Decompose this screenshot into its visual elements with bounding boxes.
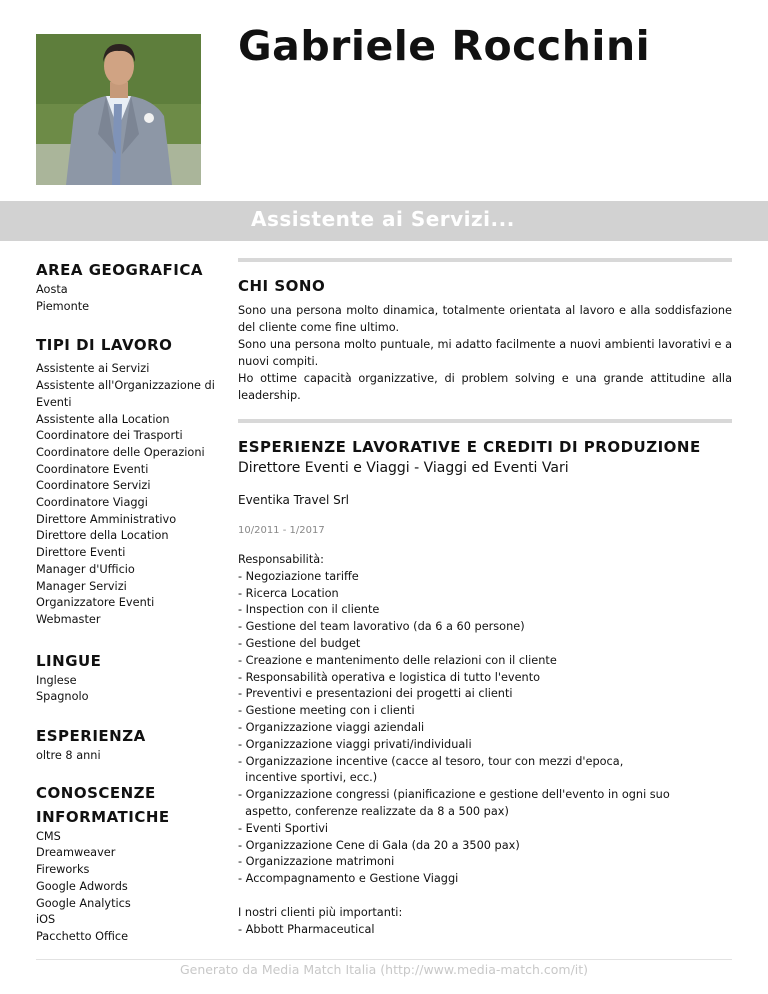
- job-description: [238, 552, 732, 938]
- description-line: Responsabilità:: [238, 553, 324, 566]
- headline-banner: [0, 201, 768, 241]
- it-skills-title-line2: INFORMATICHE: [36, 807, 170, 826]
- it-skills-list: [36, 829, 226, 946]
- description-line: - Organizzazione Cene di Gala (da 20 a 3500 pax): [238, 838, 520, 852]
- experience-years-section: [36, 724, 226, 765]
- experience-years-list: [36, 748, 226, 765]
- list-item: Coordinatore Viaggi: [36, 496, 148, 510]
- experience-years-title: ESPERIENZA: [36, 727, 146, 746]
- description-line: I nostri clienti più importanti:: [238, 905, 403, 919]
- list-item: Inglese: [36, 673, 77, 687]
- work-types-section: [36, 333, 226, 628]
- it-skills-title: [36, 781, 226, 829]
- description-line: [238, 888, 732, 905]
- list-item: Eventi: [36, 395, 72, 409]
- list-item: Assistente ai Servizi: [36, 362, 150, 376]
- description-line: - Gestione del budget: [238, 636, 361, 650]
- description-line: - Organizzazione viaggi privati/individuali: [238, 737, 472, 751]
- list-item: Direttore Amministrativo: [36, 512, 177, 526]
- list-item: Coordinatore delle Operazioni: [36, 445, 205, 459]
- description-line: - Organizzazione incentive (cacce al tesoro, tour con mezzi d'epoca,: [238, 754, 624, 768]
- about-paragraph: Ho ottime capacità organizzative, di problem solving e una grande attitudine alla leadership.: [238, 372, 732, 402]
- about-title: CHI SONO: [238, 277, 326, 295]
- list-item: iOS: [36, 913, 56, 927]
- candidate-name: Gabriele Rocchini: [238, 22, 651, 70]
- experience-title: ESPERIENZE LAVORATIVE E CREDITI DI PRODUZIONE: [238, 438, 701, 456]
- area-list: [36, 282, 226, 315]
- description-line: - Negoziazione tariffe: [238, 569, 359, 583]
- list-item: Coordinatore dei Trasporti: [36, 429, 183, 443]
- profile-photo: [36, 34, 201, 185]
- description-line: - Eventi Sportivi: [238, 821, 329, 835]
- description-line: - Gestione meeting con i clienti: [238, 704, 415, 718]
- description-line: - Inspection con il cliente: [238, 603, 380, 617]
- list-item: Google Adwords: [36, 879, 128, 893]
- list-item: Aosta: [36, 283, 68, 296]
- list-item: Coordinatore Eventi: [36, 462, 149, 476]
- it-skills-title-line1: CONOSCENZE: [36, 783, 156, 802]
- list-item: Assistente all'Organizzazione di: [36, 379, 215, 393]
- description-line: incentive sportivi, ecc.): [238, 771, 378, 785]
- list-item: Webmaster: [36, 612, 101, 626]
- section-divider: [238, 258, 732, 262]
- description-line: - Organizzazione viaggi aziendali: [238, 720, 425, 734]
- area-section: [36, 258, 226, 315]
- description-line: - Creazione e mantenimento delle relazioni con il cliente: [238, 653, 557, 667]
- list-item: Direttore Eventi: [36, 546, 126, 560]
- description-line: - Accompagnamento e Gestione Viaggi: [238, 872, 459, 886]
- description-line: - Organizzazione congressi (pianificazione e gestione dell'evento in ogni suo: [238, 788, 670, 802]
- main-content: [238, 258, 732, 938]
- list-item: Piemonte: [36, 299, 90, 313]
- description-line: - Ricerca Location: [238, 586, 339, 600]
- footer-divider: [36, 959, 732, 960]
- list-item: Spagnolo: [36, 690, 89, 704]
- list-item: Fireworks: [36, 863, 90, 877]
- description-line: - Responsabilità operativa e logistica di tutto l'evento: [238, 670, 541, 684]
- description-line: aspetto, conferenze realizzate da 8 a 500 pax): [238, 804, 509, 818]
- description-line: - Organizzazione matrimoni: [238, 855, 395, 869]
- description-line: - Gestione del team lavorativo (da 6 a 60 persone): [238, 620, 525, 634]
- headline-title: Assistente ai Servizi...: [251, 207, 515, 231]
- list-item: Manager Servizi: [36, 579, 127, 593]
- list-item: Direttore della Location: [36, 529, 169, 543]
- list-item: Coordinatore Servizi: [36, 479, 151, 493]
- languages-list: [36, 673, 226, 706]
- work-types-list: [36, 361, 226, 628]
- list-item: Manager d'Ufficio: [36, 562, 135, 576]
- list-item: CMS: [36, 829, 61, 843]
- list-item: oltre 8 anni: [36, 749, 101, 763]
- about-paragraph: Sono una persona molto dinamica, totalmente orientata al lavoro e alla soddisfazione del cliente come fine ultimo.: [238, 304, 732, 334]
- about-text: [238, 302, 732, 404]
- languages-section: [36, 649, 226, 706]
- area-title: AREA GEOGRAFICA: [36, 261, 203, 279]
- section-divider: [238, 419, 732, 423]
- it-skills-section: [36, 781, 226, 946]
- footer-note: Generato da Media Match Italia (http://www.media-match.com/it): [179, 962, 589, 977]
- list-item: Assistente alla Location: [36, 412, 170, 426]
- list-item: Dreamweaver: [36, 846, 116, 860]
- work-types-title: TIPI DI LAVORO: [36, 336, 173, 355]
- job-role: Direttore Eventi e Viaggi - Viaggi ed Eventi Vari: [238, 460, 569, 476]
- description-line: - Abbott Pharmaceutical: [238, 922, 375, 936]
- list-item: Google Analytics: [36, 896, 131, 910]
- about-paragraph: Sono una persona molto puntuale, mi adatto facilmente a nuovi ambienti lavorativi e a nuovi compiti.: [238, 338, 732, 368]
- sidebar: [36, 258, 226, 962]
- list-item: Organizzatore Eventi: [36, 596, 155, 610]
- list-item: Pacchetto Office: [36, 929, 129, 943]
- job-dates: 10/2011 - 1/2017: [238, 525, 325, 536]
- languages-title: LINGUE: [36, 651, 102, 670]
- job-company: Eventika Travel Srl: [238, 493, 349, 507]
- description-line: - Preventivi e presentazioni dei progetti ai clienti: [238, 687, 513, 701]
